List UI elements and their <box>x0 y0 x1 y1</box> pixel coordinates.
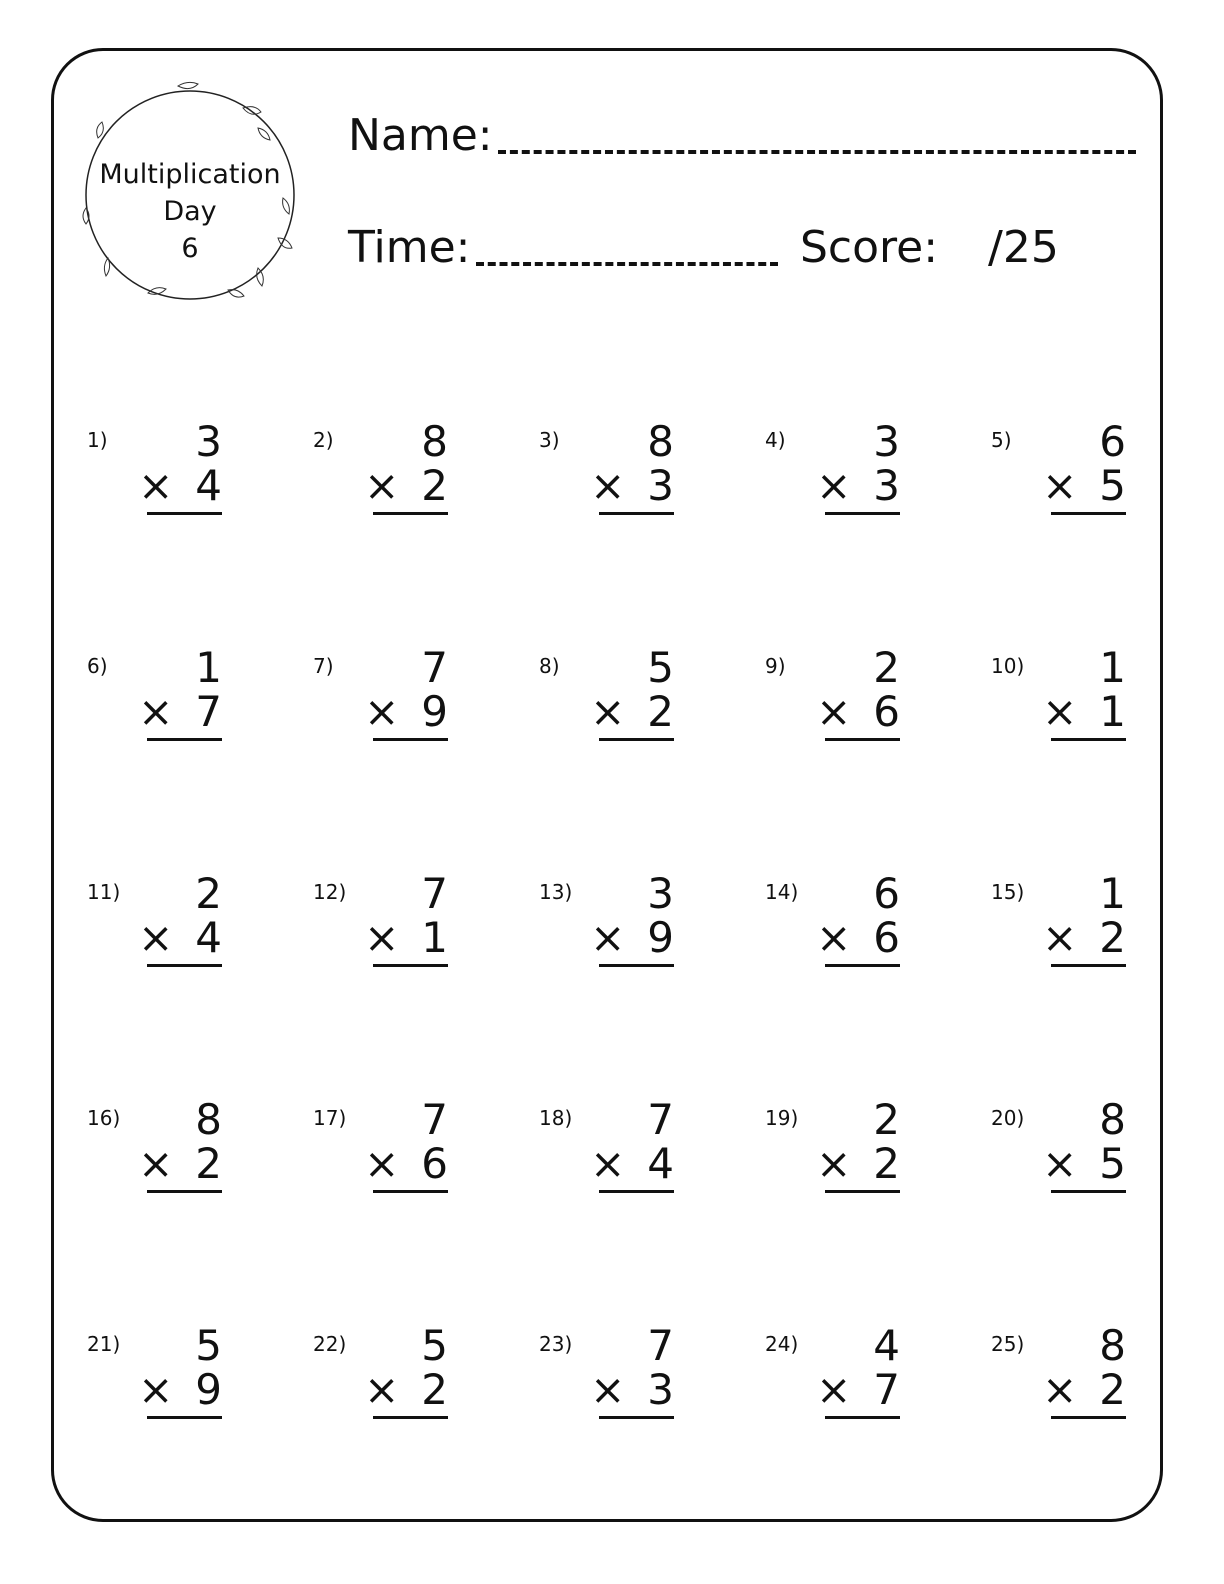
problem-number: 23) <box>539 1332 573 1356</box>
problem-number: 9) <box>765 654 786 678</box>
answer-line[interactable] <box>147 1416 222 1419</box>
problem-number: 14) <box>765 880 799 904</box>
problem-14 <box>765 869 991 1106</box>
multiplier: 4 <box>647 1139 674 1188</box>
multiplier-row <box>590 461 674 510</box>
problem-8 <box>539 643 765 880</box>
problem-24 <box>765 1321 991 1558</box>
problem-number: 13) <box>539 880 573 904</box>
answer-line[interactable] <box>1051 1416 1126 1419</box>
multiplier: 6 <box>873 687 900 736</box>
problem-25 <box>991 1321 1217 1558</box>
multiplicand: 1 <box>1099 869 1126 918</box>
problem-13 <box>539 869 765 1106</box>
multiply-sign: × <box>138 461 174 510</box>
multiplier: 3 <box>873 461 900 510</box>
multiplier: 5 <box>1099 461 1126 510</box>
multiplier-row <box>364 913 448 962</box>
multiplicand: 5 <box>421 1321 448 1370</box>
answer-line[interactable] <box>147 738 222 741</box>
multiply-sign: × <box>590 461 626 510</box>
multiplier-row <box>816 461 900 510</box>
problem-9 <box>765 643 991 880</box>
multiplier-row <box>364 1139 448 1188</box>
answer-line[interactable] <box>599 738 674 741</box>
problem-21 <box>87 1321 313 1558</box>
problem-15 <box>991 869 1217 1106</box>
multiplier: 2 <box>647 687 674 736</box>
problem-number: 3) <box>539 428 560 452</box>
multiplier: 7 <box>873 1365 900 1414</box>
answer-line[interactable] <box>147 964 222 967</box>
multiply-sign: × <box>138 687 174 736</box>
score-total: /25 <box>988 222 1059 273</box>
problem-number: 7) <box>313 654 334 678</box>
answer-line[interactable] <box>373 964 448 967</box>
multiply-sign: × <box>590 1365 626 1414</box>
problem-number: 12) <box>313 880 347 904</box>
multiplicand: 7 <box>421 1095 448 1144</box>
multiply-sign: × <box>816 461 852 510</box>
multiplicand: 7 <box>647 1321 674 1370</box>
multiplicand: 1 <box>1099 643 1126 692</box>
problem-number: 2) <box>313 428 334 452</box>
answer-line[interactable] <box>825 512 900 515</box>
multiply-sign: × <box>1042 913 1078 962</box>
multiplier-row <box>1042 687 1126 736</box>
problem-7 <box>313 643 539 880</box>
multiply-sign: × <box>816 913 852 962</box>
multiplicand: 8 <box>195 1095 222 1144</box>
multiply-sign: × <box>816 1365 852 1414</box>
multiplier: 5 <box>1099 1139 1126 1188</box>
problem-1 <box>87 417 313 654</box>
multiplicand: 8 <box>421 417 448 466</box>
multiply-sign: × <box>590 1139 626 1188</box>
answer-line[interactable] <box>373 1416 448 1419</box>
multiplier: 2 <box>873 1139 900 1188</box>
multiplier-row <box>138 1365 222 1414</box>
badge-day-label: Day <box>163 196 217 227</box>
problem-23 <box>539 1321 765 1558</box>
multiplier: 6 <box>873 913 900 962</box>
problem-22 <box>313 1321 539 1558</box>
answer-line[interactable] <box>599 964 674 967</box>
multiplier-row <box>1042 1139 1126 1188</box>
answer-line[interactable] <box>825 964 900 967</box>
multiplier-row <box>590 913 674 962</box>
multiplier-row <box>1042 913 1126 962</box>
problem-11 <box>87 869 313 1106</box>
multiplier-row <box>364 687 448 736</box>
problem-number: 20) <box>991 1106 1025 1130</box>
problem-number: 8) <box>539 654 560 678</box>
worksheet-badge <box>80 156 300 267</box>
time-field[interactable] <box>476 262 778 266</box>
multiply-sign: × <box>816 687 852 736</box>
problem-19 <box>765 1095 991 1332</box>
answer-line[interactable] <box>825 1416 900 1419</box>
multiplicand: 3 <box>873 417 900 466</box>
answer-line[interactable] <box>1051 1190 1126 1193</box>
multiplicand: 8 <box>1099 1095 1126 1144</box>
problem-number: 17) <box>313 1106 347 1130</box>
answer-line[interactable] <box>825 738 900 741</box>
problem-number: 24) <box>765 1332 799 1356</box>
multiplicand: 8 <box>1099 1321 1126 1370</box>
multiply-sign: × <box>1042 461 1078 510</box>
multiplier: 3 <box>647 1365 674 1414</box>
multiplicand: 2 <box>873 1095 900 1144</box>
multiplier-row <box>590 1365 674 1414</box>
name-field[interactable] <box>498 150 1136 154</box>
problem-number: 16) <box>87 1106 121 1130</box>
multiply-sign: × <box>590 687 626 736</box>
multiplicand: 5 <box>195 1321 222 1370</box>
multiplier: 2 <box>195 1139 222 1188</box>
problem-number: 6) <box>87 654 108 678</box>
multiplier: 9 <box>195 1365 222 1414</box>
answer-line[interactable] <box>147 512 222 515</box>
name-label: Name: <box>348 110 493 161</box>
multiplicand: 8 <box>647 417 674 466</box>
multiplicand: 6 <box>873 869 900 918</box>
score-label: Score: <box>800 222 939 273</box>
multiplier-row <box>138 461 222 510</box>
multiplicand: 3 <box>195 417 222 466</box>
multiplicand: 3 <box>647 869 674 918</box>
multiply-sign: × <box>364 1365 400 1414</box>
multiplicand: 7 <box>647 1095 674 1144</box>
multiplier-row <box>138 687 222 736</box>
problem-number: 15) <box>991 880 1025 904</box>
answer-line[interactable] <box>1051 964 1126 967</box>
answer-line[interactable] <box>1051 512 1126 515</box>
multiply-sign: × <box>138 1139 174 1188</box>
multiply-sign: × <box>1042 687 1078 736</box>
problem-18 <box>539 1095 765 1332</box>
answer-line[interactable] <box>599 1416 674 1419</box>
multiplier-row <box>138 1139 222 1188</box>
multiply-sign: × <box>138 913 174 962</box>
multiplier-row <box>138 913 222 962</box>
multiplier: 3 <box>647 461 674 510</box>
multiply-sign: × <box>138 1365 174 1414</box>
multiplier-row <box>590 687 674 736</box>
problem-12 <box>313 869 539 1106</box>
multiplier-row <box>1042 1365 1126 1414</box>
multiplicand: 6 <box>1099 417 1126 466</box>
multiplier-row <box>816 1139 900 1188</box>
problem-number: 4) <box>765 428 786 452</box>
multiply-sign: × <box>364 1139 400 1188</box>
multiply-sign: × <box>364 461 400 510</box>
answer-line[interactable] <box>373 1190 448 1193</box>
problem-number: 1) <box>87 428 108 452</box>
multiplier-row <box>590 1139 674 1188</box>
multiplier-row <box>1042 461 1126 510</box>
multiplicand: 5 <box>647 643 674 692</box>
problem-4 <box>765 417 991 654</box>
problem-number: 5) <box>991 428 1012 452</box>
multiply-sign: × <box>816 1139 852 1188</box>
multiplier: 1 <box>1099 687 1126 736</box>
multiplier: 4 <box>195 913 222 962</box>
problem-6 <box>87 643 313 880</box>
answer-line[interactable] <box>147 1190 222 1193</box>
problem-number: 19) <box>765 1106 799 1130</box>
problem-number: 18) <box>539 1106 573 1130</box>
answer-line[interactable] <box>373 512 448 515</box>
problem-16 <box>87 1095 313 1332</box>
answer-line[interactable] <box>599 1190 674 1193</box>
badge-title: Multiplication <box>99 159 281 190</box>
problem-3 <box>539 417 765 654</box>
multiplier: 2 <box>421 461 448 510</box>
multiply-sign: × <box>1042 1139 1078 1188</box>
multiplier: 9 <box>421 687 448 736</box>
answer-line[interactable] <box>373 738 448 741</box>
problem-5 <box>991 417 1217 654</box>
multiplicand: 2 <box>195 869 222 918</box>
multiplicand: 7 <box>421 643 448 692</box>
multiplier: 2 <box>421 1365 448 1414</box>
multiplier-row <box>364 461 448 510</box>
problem-2 <box>313 417 539 654</box>
problem-20 <box>991 1095 1217 1332</box>
multiplier-row <box>364 1365 448 1414</box>
problem-10 <box>991 643 1217 880</box>
multiplier: 2 <box>1099 913 1126 962</box>
problem-number: 10) <box>991 654 1025 678</box>
answer-line[interactable] <box>599 512 674 515</box>
problem-number: 22) <box>313 1332 347 1356</box>
multiplicand: 1 <box>195 643 222 692</box>
problem-17 <box>313 1095 539 1332</box>
multiplier-row <box>816 687 900 736</box>
time-label: Time: <box>348 222 471 273</box>
multiplier-row <box>816 913 900 962</box>
problem-number: 21) <box>87 1332 121 1356</box>
multiply-sign: × <box>364 687 400 736</box>
problem-number: 25) <box>991 1332 1025 1356</box>
answer-line[interactable] <box>825 1190 900 1193</box>
multiply-sign: × <box>590 913 626 962</box>
multiplier: 9 <box>647 913 674 962</box>
badge-day-number: 6 <box>181 233 199 264</box>
problem-number: 11) <box>87 880 121 904</box>
multiplicand: 7 <box>421 869 448 918</box>
multiply-sign: × <box>1042 1365 1078 1414</box>
multiplier: 7 <box>195 687 222 736</box>
multiplier: 1 <box>421 913 448 962</box>
answer-line[interactable] <box>1051 738 1126 741</box>
multiplicand: 4 <box>873 1321 900 1370</box>
multiplier: 2 <box>1099 1365 1126 1414</box>
multiplier-row <box>816 1365 900 1414</box>
multiplier: 6 <box>421 1139 448 1188</box>
multiplicand: 2 <box>873 643 900 692</box>
multiply-sign: × <box>364 913 400 962</box>
multiplier: 4 <box>195 461 222 510</box>
